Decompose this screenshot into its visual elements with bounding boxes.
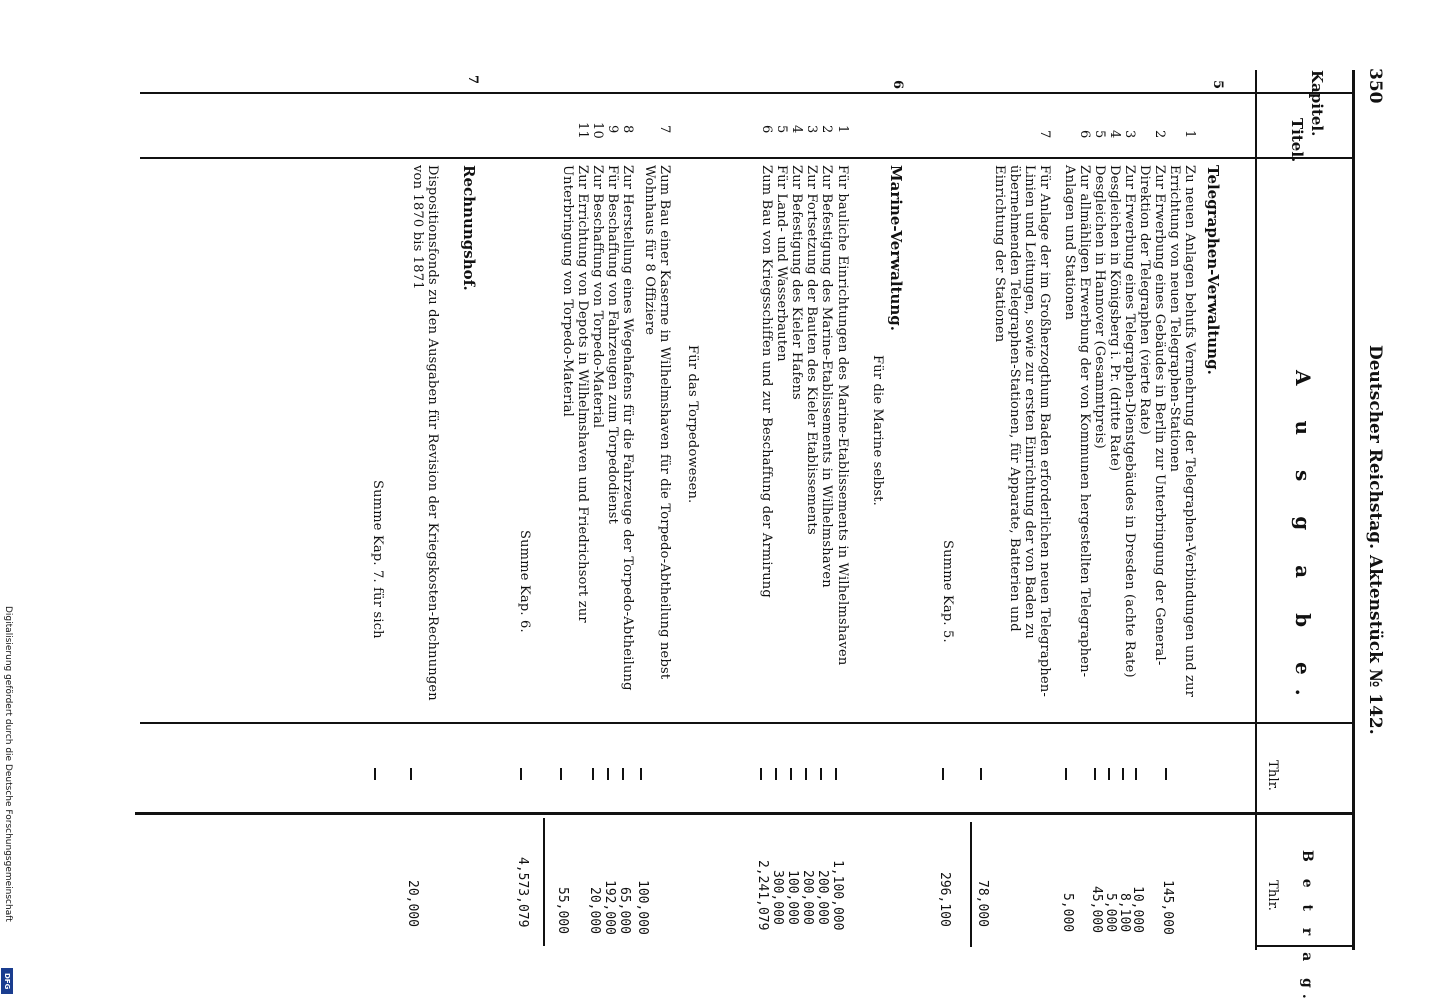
running-title: Deutscher Reichstag. Aktenstück № 142. [1365, 345, 1385, 735]
row-text: Zur Erwerbung eines Gebäudes in Berlin zur Unterbringung der General-Direktion der Telegraphen (vierte Rate) [1137, 165, 1167, 666]
section-heading: Marine-Verwaltung. [887, 165, 905, 331]
row-text: Zur Beschaffung von Torpedo-Material [590, 165, 605, 429]
sum-label: Summe Kap. 5. [940, 540, 955, 643]
row-value: 78,000 [975, 880, 990, 927]
row-titel: 1 [1182, 130, 1197, 139]
rule-text-thlr [140, 722, 1355, 724]
row-text: Zum Bau von Kriegsschiffen und zur Beschaffung der Armirung [759, 165, 774, 598]
column-thlr2-label: Thlr. [1265, 880, 1280, 912]
column-betrag-label: B e t r a g. [1299, 850, 1315, 1005]
row-titel: 6 [759, 125, 774, 134]
sum-rule-kap6 [543, 818, 545, 946]
thlr-dash [790, 768, 792, 780]
row-text: Für bauliche Einrichtungen des Marine-Etablissements in Wilhelmshaven [835, 165, 850, 666]
thlr-dash [1108, 768, 1110, 780]
thlr-dash [622, 768, 624, 780]
dfg-logo: DFG [1, 968, 13, 994]
row-text: Für Beschaffung von Fahrzeugen zum Torpedodienst [605, 165, 620, 525]
digitization-text: Digitalisierung gefördert durch die Deutsche Forschungsgemeinschaft [3, 606, 13, 922]
row-titel: 8 [620, 125, 635, 134]
row-value: 20,000 [587, 887, 602, 934]
sum-value: 4,573,079 [515, 857, 530, 928]
row-value: 10,000 [1130, 886, 1145, 933]
thlr-dash [374, 768, 376, 780]
row-titel: 4 [789, 125, 804, 134]
row-titel: 4 [1107, 130, 1122, 139]
kapitel-number: 5 [1210, 80, 1225, 90]
row-value: 65,000 [617, 887, 632, 934]
row-value: 5,000 [1060, 893, 1075, 933]
thlr-dash [760, 768, 762, 780]
thlr-dash [980, 768, 982, 780]
row-value: 55,000 [555, 887, 570, 934]
thlr-dash [942, 768, 944, 780]
thlr-dash [560, 768, 562, 780]
row-value: 20,000 [405, 880, 420, 927]
row-value: 145,000 [1160, 880, 1175, 935]
sum-label: Summe Kap. 6. [517, 530, 532, 633]
thlr-dash [775, 768, 777, 780]
row-text: Zu neuen Anlagen behufs Vermehrung der Telegraphen-Verbindungen und zur Errichtung von neuen Telegraphen-Stationen [1167, 165, 1197, 698]
subheading: Für die Marine selbst. [870, 355, 885, 506]
section-heading: Telegraphen-Verwaltung. [1204, 165, 1222, 375]
row-titel: 2 [819, 125, 834, 134]
row-value: 8,100 [1117, 893, 1132, 933]
row-value: 100,000 [785, 870, 800, 925]
column-kapitel-label: Kapitel. [1308, 70, 1326, 137]
row-text: Zur Herstellung eines Wegehafens für die Fahrzeuge der Torpedo-Abtheilung [620, 165, 635, 691]
row-value: 5,000 [1103, 893, 1118, 933]
row-text: Desgleichen in Königsberg i. Pr. (dritte Rate) [1107, 165, 1122, 472]
row-text: Zur Errichtung von Depots in Wilhelmshaven und Friedrichsort zur Unterbringung von Torpedo-Material [560, 165, 590, 623]
kapitel-number: 7 [465, 75, 480, 85]
row-value: 300,000 [770, 870, 785, 925]
page-number: 350 [1365, 68, 1385, 104]
row-text: Für Anlage der im Großherzogthum Baden erforderlichen neuen Telegraphen-Linien und Leitungen, sowie zur ersten Einrichtung der von Baden zu übernehmenden Telegraphen-Stationen, für Apparate, Batterien und Einrichtung der Stationen [992, 165, 1052, 698]
thlr-dash [1135, 768, 1137, 780]
row-text: Zur allmähligen Erwerbung der von Kommunen hergestellten Telegraphen-Anlagen und Stationen [1062, 165, 1092, 678]
thlr-dash [592, 768, 594, 780]
row-value: 45,000 [1089, 886, 1104, 933]
row-text: Zur Befestigung des Kieler Hafens [789, 165, 804, 400]
row-titel: 1 [835, 125, 850, 134]
rule-kapitel-titel [140, 92, 1355, 94]
rule-titel-text [140, 157, 1355, 159]
row-titel: 10 [590, 122, 605, 139]
section-title-ausgabe: A u s g a b e. [1291, 370, 1315, 710]
thlr-dash [520, 768, 522, 780]
section-heading: Rechnungshof. [460, 165, 478, 291]
row-value: 200,000 [800, 870, 815, 925]
thlr-dash [410, 768, 412, 780]
thlr-dash [835, 768, 837, 780]
row-text: Für Land- und Wasserbauten [774, 165, 789, 362]
row-titel: 11 [575, 122, 590, 139]
thlr-dash [1094, 768, 1096, 780]
row-value: 200,000 [815, 870, 830, 925]
row-value: 192,000 [602, 880, 617, 935]
thlr-dash [1165, 768, 1167, 780]
row-titel: 3 [1122, 130, 1137, 139]
row-value: 100,000 [635, 880, 650, 935]
sum-rule-kap5 [970, 822, 972, 947]
thlr-dash [640, 768, 642, 780]
thlr-dash [607, 768, 609, 780]
row-titel: 9 [605, 125, 620, 134]
column-thlr-label: Thlr. [1265, 760, 1280, 792]
thlr-dash [1122, 768, 1124, 780]
sum-label: Summe Kap. 7. für sich [370, 480, 385, 639]
row-titel: 6 [1077, 130, 1092, 139]
row-text: Zum Bau einer Kaserne in Wilhelmshaven für die Torpedo-Abtheilung nebst Wohnhaus für 8 Offiziere [642, 165, 672, 680]
kapitel-number: 6 [890, 80, 905, 90]
row-text: Zur Erwerbung eines Telegraphen-Dienstgebäudes in Dresden (achte Rate) [1122, 165, 1137, 678]
row-titel: 7 [657, 125, 672, 134]
row-text: Dispositionsfonds zu den Ausgaben für Revision der Kriegskosten-Rechnungen von 1870 bis 1871 [410, 165, 440, 701]
digitization-note [0, 600, 14, 1000]
column-titel-label: Titel. [1288, 118, 1306, 163]
thlr-dash [1065, 768, 1067, 780]
thlr-dash [805, 768, 807, 780]
row-text: Zur Befestigung des Marine-Etablissements in Wilhelmshaven [819, 165, 834, 588]
sum-value: 296,100 [937, 872, 952, 927]
frame-header-divider [1255, 70, 1257, 950]
row-value: 1,100,000 [830, 860, 845, 931]
thlr-dash [820, 768, 822, 780]
frame-right-border [1352, 70, 1355, 950]
row-titel: 2 [1152, 130, 1167, 139]
row-titel: 3 [804, 125, 819, 134]
row-titel: 5 [774, 125, 789, 134]
row-value: 2,241,079 [755, 860, 770, 931]
rule-thlr-betrag [135, 812, 1355, 815]
row-text: Zur Fortsetzung der Bauten des Kieler Etablissements [804, 165, 819, 535]
subheading-torpedo: Für das Torpedowesen. [685, 345, 700, 504]
row-text: Desgleichen in Hannover (Gesammtpreis) [1092, 165, 1107, 449]
row-titel: 7 [1037, 130, 1052, 139]
row-titel: 5 [1092, 130, 1107, 139]
